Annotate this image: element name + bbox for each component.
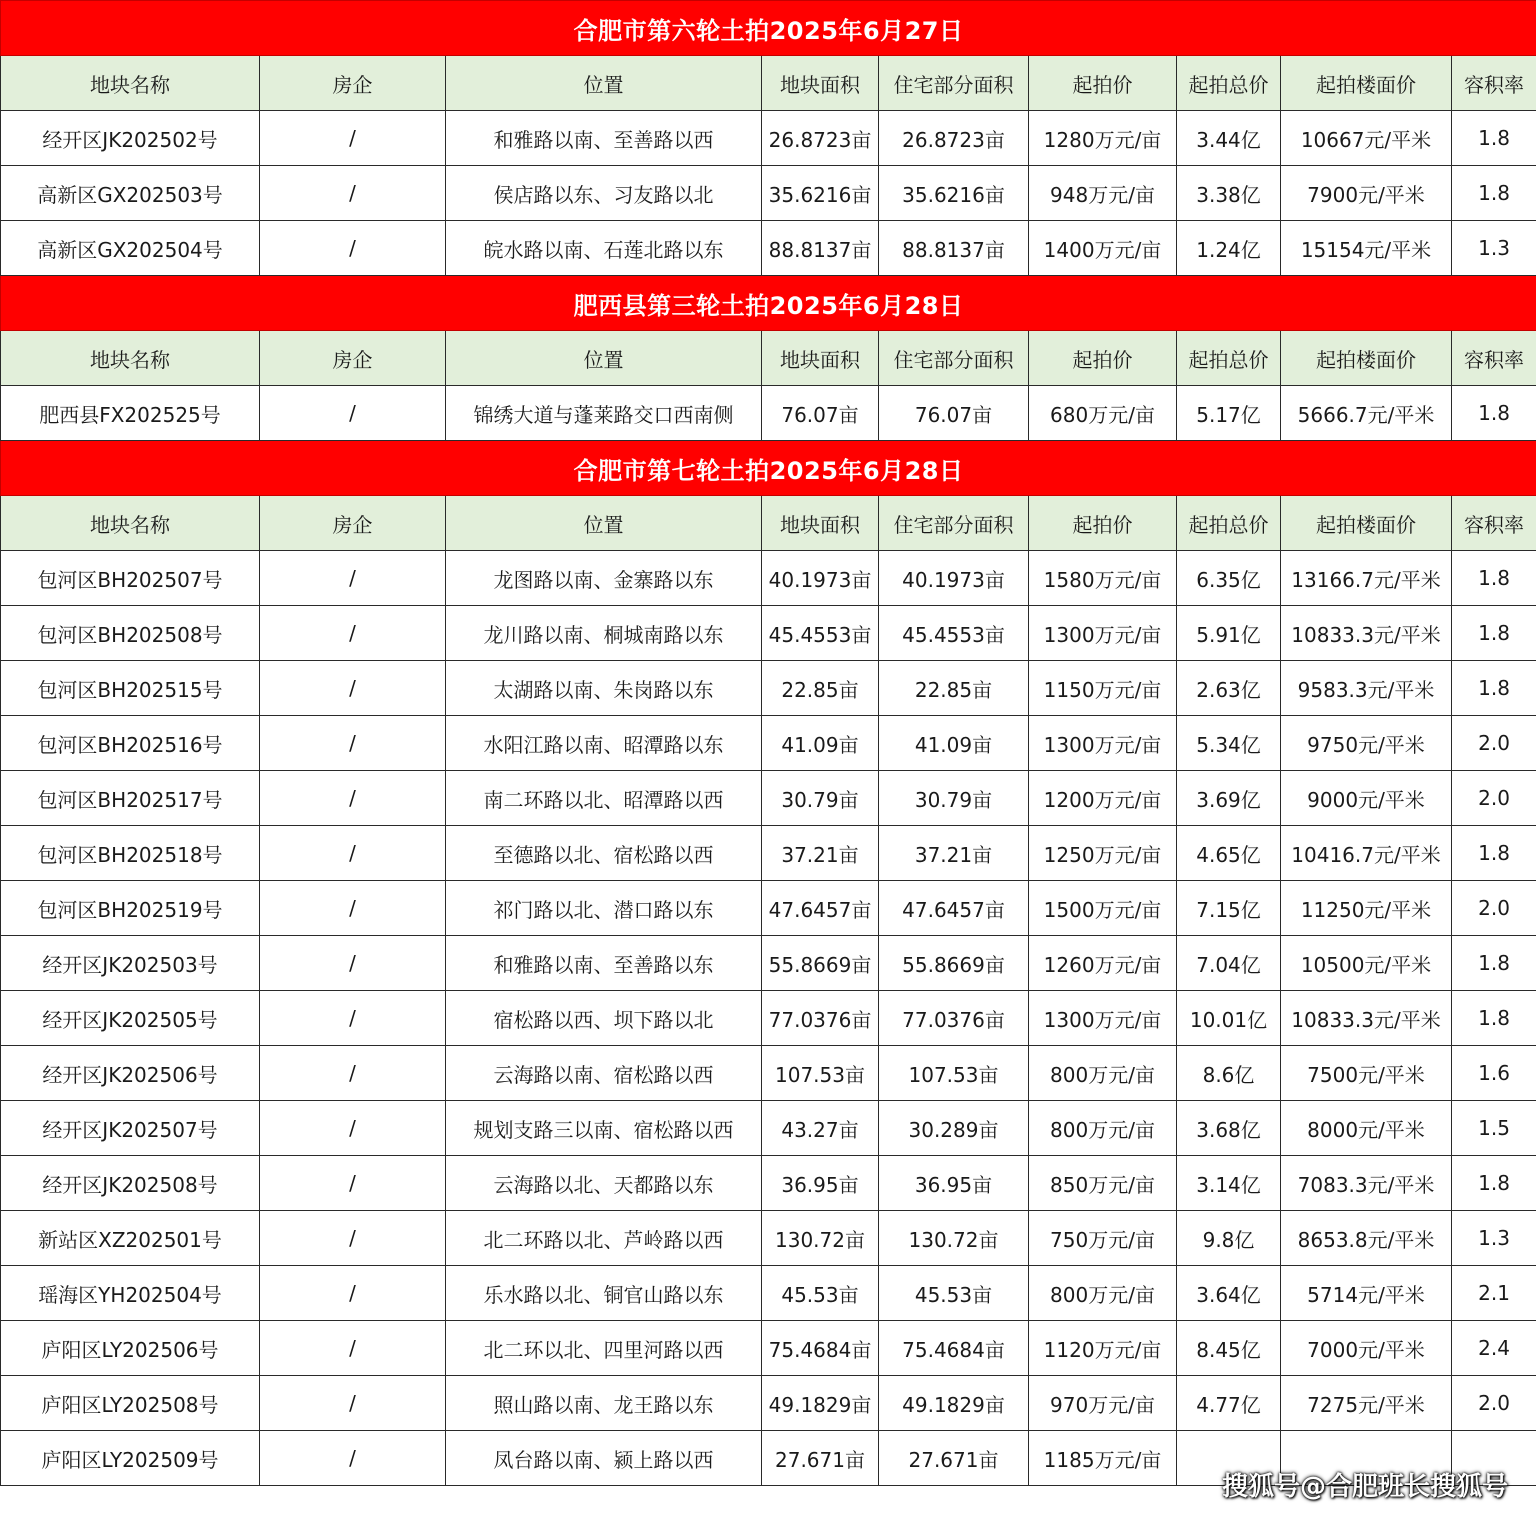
table-cell: 40.1973亩 [879,551,1029,606]
table-cell: 龙图路以南、金寨路以东 [446,551,762,606]
table-cell: 76.07亩 [762,386,879,441]
table-cell: 1580万元/亩 [1029,551,1177,606]
table-cell: 凤台路以南、颍上路以西 [446,1431,762,1486]
table-cell: 肥西县FX202525号 [1,386,260,441]
table-cell: 107.53亩 [762,1046,879,1101]
table-cell: 7083.3元/平米 [1281,1156,1452,1211]
table-cell: 750万元/亩 [1029,1211,1177,1266]
table-cell: 7.04亿 [1177,936,1281,991]
table-cell: 北二环以北、四里河路以西 [446,1321,762,1376]
table-cell: 1200万元/亩 [1029,771,1177,826]
table-cell: 宿松路以西、坝下路以北 [446,991,762,1046]
table-cell: 水阳江路以南、昭潭路以东 [446,716,762,771]
table-cell: 经开区JK202506号 [1,1046,260,1101]
column-header: 起拍总价 [1177,56,1281,111]
table-cell: 13166.7元/平米 [1281,551,1452,606]
table-cell: / [260,221,446,276]
column-header: 起拍价 [1029,56,1177,111]
table-row [1,716,1536,771]
table-cell: 1.8 [1452,386,1536,441]
table-cell: 10.01亿 [1177,991,1281,1046]
table-row [1,881,1536,936]
table-row [1,221,1536,276]
table-cell: 经开区JK202508号 [1,1156,260,1211]
column-header: 起拍楼面价 [1281,331,1452,386]
table-cell: / [260,881,446,936]
column-header: 位置 [446,56,762,111]
table-cell: 包河区BH202518号 [1,826,260,881]
table-cell: 76.07亩 [879,386,1029,441]
table-cell: 照山路以南、龙王路以东 [446,1376,762,1431]
table-cell: 和雅路以南、至善路以东 [446,936,762,991]
table-cell: 包河区BH202516号 [1,716,260,771]
table-cell: 3.69亿 [1177,771,1281,826]
table-cell: 3.64亿 [1177,1266,1281,1321]
table-row [1,551,1536,606]
table-cell: 3.68亿 [1177,1101,1281,1156]
table-cell: 1400万元/亩 [1029,221,1177,276]
table-cell: 太湖路以南、朱岗路以东 [446,661,762,716]
table-cell: 2.0 [1452,881,1536,936]
column-header: 地块名称 [1,331,260,386]
table-cell: 1.6 [1452,1046,1536,1101]
column-header: 位置 [446,331,762,386]
table-cell: 1.8 [1452,166,1536,221]
table-cell: 41.09亩 [762,716,879,771]
table-cell: 8.45亿 [1177,1321,1281,1376]
table-cell: 5714元/平米 [1281,1266,1452,1321]
table-cell: / [260,1431,446,1486]
column-header: 容积率 [1452,331,1536,386]
table-cell: 3.38亿 [1177,166,1281,221]
column-header: 房企 [260,496,446,551]
table-cell: 5.91亿 [1177,606,1281,661]
table-row [1,826,1536,881]
table-cell: 云海路以北、天都路以东 [446,1156,762,1211]
table-cell: 130.72亩 [762,1211,879,1266]
table-cell: 9750元/平米 [1281,716,1452,771]
table-cell: 皖水路以南、石莲北路以东 [446,221,762,276]
table-cell: 1.24亿 [1177,221,1281,276]
table-cell: 6.35亿 [1177,551,1281,606]
table-cell: / [260,551,446,606]
table-cell: 包河区BH202507号 [1,551,260,606]
table-cell: 1120万元/亩 [1029,1321,1177,1376]
table-cell: 包河区BH202517号 [1,771,260,826]
table-cell: 至德路以北、宿松路以西 [446,826,762,881]
table-cell: 10833.3元/平米 [1281,991,1452,1046]
column-header: 起拍总价 [1177,496,1281,551]
table-cell: 1.8 [1452,936,1536,991]
table-cell: 680万元/亩 [1029,386,1177,441]
table-cell: 37.21亩 [762,826,879,881]
table-cell: 47.6457亩 [879,881,1029,936]
table-cell: 4.77亿 [1177,1376,1281,1431]
table-cell: / [260,1156,446,1211]
table-cell: 11250元/平米 [1281,881,1452,936]
table-cell: 1260万元/亩 [1029,936,1177,991]
section-title-text: 合肥市第七轮土拍2025年6月28日 [573,456,964,485]
table-cell: / [260,991,446,1046]
table-cell: / [260,661,446,716]
table-cell: 8000元/平米 [1281,1101,1452,1156]
table-cell: 和雅路以南、至善路以西 [446,111,762,166]
column-header: 地块名称 [1,56,260,111]
table-cell: 1.8 [1452,111,1536,166]
table-cell: 47.6457亩 [762,881,879,936]
table-cell: 侯店路以东、习友路以北 [446,166,762,221]
table-cell: 55.8669亩 [762,936,879,991]
table-cell: 1300万元/亩 [1029,716,1177,771]
table-cell: 35.6216亩 [879,166,1029,221]
table-cell: 7900元/平米 [1281,166,1452,221]
table-cell: / [260,1101,446,1156]
table-row [1,1431,1536,1486]
table-cell: 高新区GX202503号 [1,166,260,221]
table-cell: 庐阳区LY202509号 [1,1431,260,1486]
table-cell: 7000元/平米 [1281,1321,1452,1376]
section-title-row [1,1,1536,56]
table-cell: 1185万元/亩 [1029,1431,1177,1486]
table-cell: 1300万元/亩 [1029,991,1177,1046]
table-cell: 1500万元/亩 [1029,881,1177,936]
table-cell: 南二环路以北、昭潭路以西 [446,771,762,826]
table-cell: 龙川路以南、桐城南路以东 [446,606,762,661]
column-header: 地块面积 [762,331,879,386]
table-row [1,936,1536,991]
table-row [1,386,1536,441]
table-cell: 1.8 [1452,826,1536,881]
table-cell: 970万元/亩 [1029,1376,1177,1431]
table-cell: 2.63亿 [1177,661,1281,716]
table-cell: 1.3 [1452,1211,1536,1266]
table-cell: 22.85亩 [762,661,879,716]
table-cell: 锦绣大道与蓬莱路交口西南侧 [446,386,762,441]
column-header-row [1,331,1536,386]
table-cell: 37.21亩 [879,826,1029,881]
table-cell: 800万元/亩 [1029,1101,1177,1156]
table-cell: 新站区XZ202501号 [1,1211,260,1266]
column-header: 住宅部分面积 [879,496,1029,551]
table-cell: 15154元/平米 [1281,221,1452,276]
table-row [1,1156,1536,1211]
table-cell: / [260,606,446,661]
table-cell: 45.53亩 [762,1266,879,1321]
table-cell: / [260,1321,446,1376]
table-cell: 36.95亩 [762,1156,879,1211]
table-row [1,1101,1536,1156]
table-cell: 800万元/亩 [1029,1046,1177,1101]
table-cell [1452,1431,1536,1486]
table-row [1,1266,1536,1321]
column-header: 起拍总价 [1177,331,1281,386]
table-cell: 经开区JK202505号 [1,991,260,1046]
table-cell: 5.17亿 [1177,386,1281,441]
table-row [1,1211,1536,1266]
table-cell: 7.15亿 [1177,881,1281,936]
section-title-row [1,276,1536,331]
table-cell: 107.53亩 [879,1046,1029,1101]
table-cell: 1.5 [1452,1101,1536,1156]
table-cell: 88.8137亩 [762,221,879,276]
table-cell: 55.8669亩 [879,936,1029,991]
table-cell: 43.27亩 [762,1101,879,1156]
table-cell: 祁门路以北、潜口路以东 [446,881,762,936]
column-header: 起拍楼面价 [1281,56,1452,111]
table-cell [1177,1431,1281,1486]
table-row [1,991,1536,1046]
table-cell: 36.95亩 [879,1156,1029,1211]
table-cell: 2.0 [1452,716,1536,771]
table-cell: 8653.8元/平米 [1281,1211,1452,1266]
column-header: 地块面积 [762,496,879,551]
table-cell: 8.6亿 [1177,1046,1281,1101]
table-cell: 1250万元/亩 [1029,826,1177,881]
table-row [1,1321,1536,1376]
table-cell: 77.0376亩 [762,991,879,1046]
table-cell: 经开区JK202502号 [1,111,260,166]
table-cell: / [260,771,446,826]
table-cell: 3.14亿 [1177,1156,1281,1211]
table-cell: / [260,936,446,991]
table-cell: 948万元/亩 [1029,166,1177,221]
table-cell: 包河区BH202515号 [1,661,260,716]
table-cell: 2.0 [1452,1376,1536,1431]
table-cell: 1.8 [1452,661,1536,716]
table-cell: 1.8 [1452,991,1536,1046]
column-header: 地块名称 [1,496,260,551]
table-cell: 云海路以南、宿松路以西 [446,1046,762,1101]
table-cell: 包河区BH202519号 [1,881,260,936]
column-header: 住宅部分面积 [879,56,1029,111]
table-cell: 3.44亿 [1177,111,1281,166]
table-cell: 2.1 [1452,1266,1536,1321]
table-cell: 北二环路以北、芦岭路以西 [446,1211,762,1266]
table-row [1,111,1536,166]
table-cell: 庐阳区LY202508号 [1,1376,260,1431]
table-cell: 经开区JK202503号 [1,936,260,991]
section-title-text: 肥西县第三轮土拍2025年6月28日 [573,291,964,320]
column-header: 住宅部分面积 [879,331,1029,386]
table-cell: 1300万元/亩 [1029,606,1177,661]
table-cell: 10833.3元/平米 [1281,606,1452,661]
column-header: 容积率 [1452,56,1536,111]
table-cell: 850万元/亩 [1029,1156,1177,1211]
table-cell: 经开区JK202507号 [1,1101,260,1156]
section-title [1,441,1536,496]
table-cell: 5666.7元/平米 [1281,386,1452,441]
table-cell: 1.3 [1452,221,1536,276]
table-cell: 9583.3元/平米 [1281,661,1452,716]
table-cell: / [260,1266,446,1321]
table-cell: 800万元/亩 [1029,1266,1177,1321]
table-cell: 包河区BH202508号 [1,606,260,661]
table-row [1,1376,1536,1431]
table-cell: 5.34亿 [1177,716,1281,771]
column-header: 地块面积 [762,56,879,111]
table-row [1,661,1536,716]
table-cell: 7275元/平米 [1281,1376,1452,1431]
table-cell: 41.09亩 [879,716,1029,771]
column-header: 位置 [446,496,762,551]
section-title [1,1,1536,56]
table-cell: / [260,166,446,221]
table-cell: / [260,1376,446,1431]
column-header: 起拍价 [1029,496,1177,551]
table-cell: 7500元/平米 [1281,1046,1452,1101]
column-header: 房企 [260,56,446,111]
table-row [1,606,1536,661]
table-cell: 26.8723亩 [879,111,1029,166]
table-cell: 30.79亩 [762,771,879,826]
table-cell [1281,1431,1452,1486]
section-title [1,276,1536,331]
column-header: 起拍价 [1029,331,1177,386]
table-cell: 75.4684亩 [762,1321,879,1376]
table-cell: 高新区GX202504号 [1,221,260,276]
sohu-watermark: 搜狐号@合肥班长搜狐号 [1221,1472,1508,1502]
table-cell: / [260,111,446,166]
table-cell: / [260,716,446,771]
table-cell: 26.8723亩 [762,111,879,166]
table-cell: 乐水路以北、铜官山路以东 [446,1266,762,1321]
table-row [1,1046,1536,1101]
column-header-row [1,56,1536,111]
table-cell: 35.6216亩 [762,166,879,221]
table-cell: 2.0 [1452,771,1536,826]
table-row [1,166,1536,221]
table-cell: 30.79亩 [879,771,1029,826]
table-cell: 77.0376亩 [879,991,1029,1046]
table-cell: 30.289亩 [879,1101,1029,1156]
table-cell: / [260,386,446,441]
table-cell: / [260,1211,446,1266]
table-cell: 10416.7元/平米 [1281,826,1452,881]
section-title-text: 合肥市第六轮土拍2025年6月27日 [573,16,964,45]
table-cell: 1.8 [1452,551,1536,606]
table-cell: 1.8 [1452,1156,1536,1211]
table-cell: 40.1973亩 [762,551,879,606]
column-header-row [1,496,1536,551]
table-cell: 49.1829亩 [879,1376,1029,1431]
table-cell: 1.8 [1452,606,1536,661]
table-cell: 10500元/平米 [1281,936,1452,991]
table-cell: 75.4684亩 [879,1321,1029,1376]
section-title-row [1,441,1536,496]
table-cell: 45.4553亩 [879,606,1029,661]
table-cell: / [260,826,446,881]
column-header: 房企 [260,331,446,386]
table-cell: 1150万元/亩 [1029,661,1177,716]
table-cell: 庐阳区LY202506号 [1,1321,260,1376]
table-cell: / [260,1046,446,1101]
table-cell: 2.4 [1452,1321,1536,1376]
column-header: 起拍楼面价 [1281,496,1452,551]
table-cell: 1280万元/亩 [1029,111,1177,166]
table-cell: 49.1829亩 [762,1376,879,1431]
table-cell: 45.53亩 [879,1266,1029,1321]
table-cell: 10667元/平米 [1281,111,1452,166]
column-header: 容积率 [1452,496,1536,551]
table-body [1,1,1536,1486]
table-cell: 45.4553亩 [762,606,879,661]
table-cell: 130.72亩 [879,1211,1029,1266]
table-cell: 4.65亿 [1177,826,1281,881]
table-cell: 9000元/平米 [1281,771,1452,826]
table-row [1,771,1536,826]
table-cell: 22.85亩 [879,661,1029,716]
table-cell: 27.671亩 [762,1431,879,1486]
table-cell: 瑶海区YH202504号 [1,1266,260,1321]
table-cell: 规划支路三以南、宿松路以西 [446,1101,762,1156]
table-cell: 9.8亿 [1177,1211,1281,1266]
table-cell: 88.8137亩 [879,221,1029,276]
table-cell: 27.671亩 [879,1431,1029,1486]
